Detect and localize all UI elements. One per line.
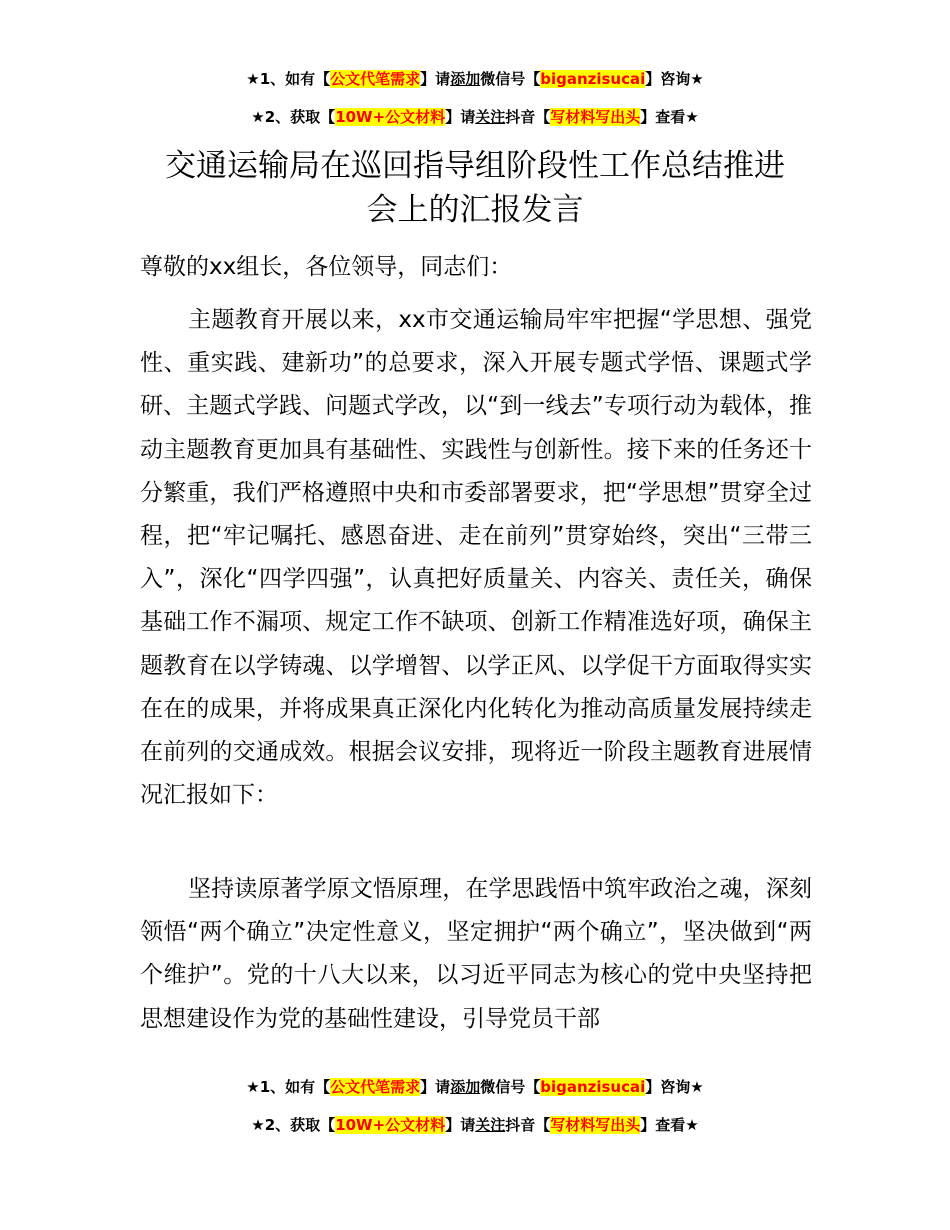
banner-text: ★2、获取【 xyxy=(251,1116,336,1134)
header-banner-line1 xyxy=(0,68,950,90)
body-paragraph-1: 主题教育开展以来，xx市交通运输局牢牢把握“学思想、强党性、重实践、建新功”的总要求，深入开展专题式学悟、课题式学研、主题式学践、问题式学改，以“到一线去”专项行动为载体，推动主题教育更加具有基础性、实践性与创新性。接下来的任务还十分繁重，我们严格遵照中央和市委部署要求，把“学思想”贯穿全过程，把“牢记嘱托、感恩奋进、走在前列”贯穿始终，突出“三带三入”，深化“四学四强”，认真把好质量关、内容关、责任关，确保基础工作不漏项、规定工作不缺项、创新工作精准选好项，确保主题教育在以学铸魂、以学增智、以学正风、以学促干方面取得实实在在的成果，并将成果真正深化内化转化为推动高质量发展持续走在前列的交通成效。根据会议安排，现将近一阶段主题教育进展情况汇报如下： xyxy=(140,307,812,809)
banner-text: 微信号【 xyxy=(480,70,541,88)
banner-text: 】咨询★ xyxy=(645,1078,704,1096)
banner-text: 】查看★ xyxy=(640,108,699,126)
banner-highlight: 10W+公文材料 xyxy=(335,108,446,126)
banner-highlight: 10W+公文材料 xyxy=(335,1116,446,1134)
banner-underline: 添加 xyxy=(450,1078,481,1096)
header-banner-line2 xyxy=(0,106,950,128)
banner-highlight: 写材料写出头 xyxy=(550,108,641,126)
footer-banner-line2 xyxy=(0,1114,950,1136)
banner-text: 】请 xyxy=(420,70,451,88)
footer-banner-line1 xyxy=(0,1076,950,1098)
document-title xyxy=(140,144,810,232)
banner-text: ★1、如有【 xyxy=(246,70,331,88)
banner-highlight: 公文代笔需求 xyxy=(330,70,421,88)
banner-underline: 添加 xyxy=(450,70,481,88)
banner-text: 】请 xyxy=(445,1116,476,1134)
banner-text: 微信号【 xyxy=(480,1078,541,1096)
title-line-1: 交通运输局在巡回指导组阶段性工作总结推进 xyxy=(165,148,785,184)
banner-underline: 关注 xyxy=(475,108,506,126)
banner-text: 】请 xyxy=(445,108,476,126)
banner-text: ★2、获取【 xyxy=(251,108,336,126)
banner-text: 抖音【 xyxy=(505,1116,551,1134)
banner-underline: 关注 xyxy=(475,1116,506,1134)
salutation: 尊敬的xx组长，各位领导，同志们： xyxy=(140,254,513,280)
banner-text: 抖音【 xyxy=(505,108,551,126)
title-line-2: 会上的汇报发言 xyxy=(366,192,584,228)
banner-text: 】查看★ xyxy=(640,1116,699,1134)
banner-text: 】咨询★ xyxy=(645,70,704,88)
body-paragraph-2: 坚持读原著学原文悟原理，在学思践悟中筑牢政治之魂，深刻领悟“两个确立”决定性意义，坚定拥护“两个确立”，坚决做到“两个维护”。党的十八大以来，以习近平同志为核心的党中央坚持把思想建设作为党的基础性建设，引导党员干部 xyxy=(140,876,812,1032)
banner-highlight: 写材料写出头 xyxy=(550,1116,641,1134)
banner-highlight: biganzisucai xyxy=(540,1078,646,1096)
banner-highlight: 公文代笔需求 xyxy=(330,1078,421,1096)
banner-text: 】请 xyxy=(420,1078,451,1096)
banner-highlight: biganzisucai xyxy=(540,70,646,88)
banner-text: ★1、如有【 xyxy=(246,1078,331,1096)
